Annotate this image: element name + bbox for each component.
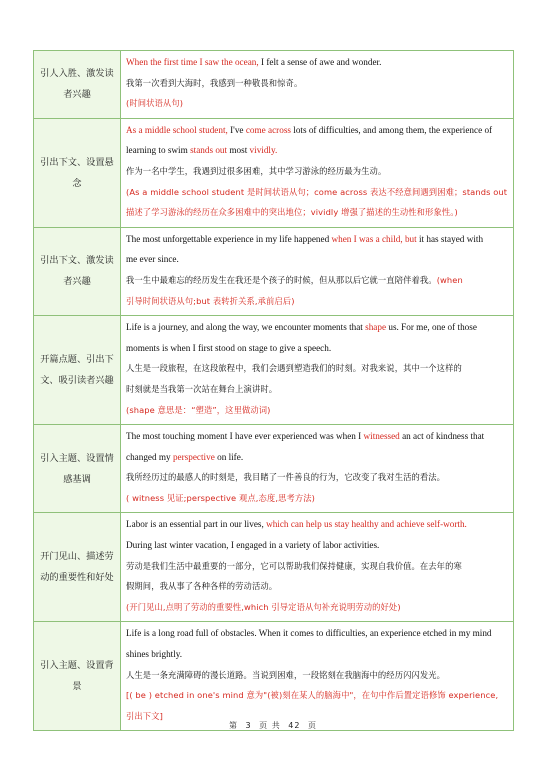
text-segment: Labor is an essential part in our lives, bbox=[126, 519, 267, 530]
row-label-cell bbox=[34, 425, 121, 513]
text-segment: 时刻就是当我第一次站在舞台上演讲时。 bbox=[126, 383, 278, 394]
footer-page-number: 3 bbox=[245, 721, 252, 730]
highlighted-text: when I was a child, but bbox=[331, 233, 417, 244]
text-segment: me ever since. bbox=[126, 254, 179, 265]
text-segment: The most touching moment I have ever experienced was when I bbox=[126, 431, 364, 442]
content-line bbox=[126, 339, 509, 360]
text-segment: an act of kindness that bbox=[399, 431, 485, 442]
text-segment: moments is when I first stood on stage to give a speech. bbox=[126, 342, 332, 353]
table-row bbox=[34, 513, 514, 622]
table-row bbox=[34, 51, 514, 119]
text-segment: lots of difficulties, and among them, the experience of bbox=[290, 124, 493, 135]
content-line bbox=[126, 624, 509, 645]
text-segment: 劳动是我们生活中最重要的一部分，它可以帮助我们保持健康，实现自我价值。在去年的寒 bbox=[126, 560, 462, 571]
table-body bbox=[34, 51, 514, 731]
text-segment: 我第一次看到大海时，我感到一种敬畏和惊奇。 bbox=[126, 77, 303, 88]
highlighted-text: shape bbox=[365, 322, 387, 333]
row-label-cell bbox=[34, 622, 121, 731]
row-label-cell bbox=[34, 51, 121, 119]
highlighted-text: (时间状语从句) bbox=[126, 98, 184, 109]
page-footer bbox=[0, 720, 546, 731]
row-label-cell bbox=[34, 227, 121, 315]
row-content-cell bbox=[121, 316, 514, 425]
row-label: 引出下文、设置悬念 bbox=[40, 156, 114, 189]
table-row bbox=[34, 622, 514, 731]
text-segment: 我所经历过的最感人的时刻是，我目睹了一件善良的行为，它改变了我对生活的看法。 bbox=[126, 472, 446, 483]
highlighted-text: (开门见山,点明了劳动的重要性,which 引导定语从句补充说明劳动的好处) bbox=[126, 601, 401, 612]
content-line bbox=[126, 74, 509, 95]
footer-total-pages: 42 bbox=[288, 721, 301, 730]
text-segment: Life is a long road full of obstacles. When it comes to difficulties, an experience etched in my mind bbox=[126, 628, 492, 639]
highlighted-text: vividly. bbox=[249, 145, 278, 156]
row-content-cell bbox=[121, 513, 514, 622]
text-segment: During last winter vacation, I engaged in a variety of labor activities. bbox=[126, 540, 380, 551]
highlighted-text: (As a middle school student 是时间状语从句；come across 表达不经意间遇到困难；stands out bbox=[126, 186, 508, 197]
highlighted-text: perspective bbox=[172, 451, 215, 462]
highlighted-text: witnessed bbox=[363, 431, 400, 442]
content-line bbox=[126, 468, 509, 489]
row-label: 开篇点题、引出下文、吸引读者兴趣 bbox=[40, 354, 114, 387]
text-segment: 我一生中最难忘的经历发生在我还是个孩子的时候，但从那以后它就一直陪伴着我。 bbox=[126, 274, 437, 285]
content-line bbox=[126, 427, 509, 448]
content-table bbox=[33, 50, 514, 731]
text-segment: 作为一名中学生，我遇到过很多困难，其中学习游泳的经历最为生动。 bbox=[126, 165, 387, 176]
text-segment: it has stayed with bbox=[416, 233, 484, 244]
row-label: 引出下文、激发读者兴趣 bbox=[40, 255, 114, 288]
text-segment: 人生是一段旅程，在这段旅程中，我们会遇到塑造我们的时刻。对我来说，其中一个这样的 bbox=[126, 363, 462, 374]
content-line bbox=[126, 141, 509, 162]
row-label-cell bbox=[34, 316, 121, 425]
table-row bbox=[34, 316, 514, 425]
highlighted-text: [( be ) etched in one's mind 意为"(被)刻在某人的脑海中"，在句中作后置定语修饰 experience, bbox=[126, 690, 499, 701]
text-segment: changed my bbox=[126, 451, 173, 462]
text-segment: 假期间，我从事了各种各样的劳动活动。 bbox=[126, 581, 278, 592]
text-segment: most bbox=[227, 145, 250, 156]
text-segment: on life. bbox=[214, 451, 244, 462]
content-line bbox=[126, 203, 509, 224]
highlighted-text: 引导时间状语从句;but 表转折关系,承前启后) bbox=[126, 295, 295, 306]
content-line bbox=[126, 53, 509, 74]
content-line bbox=[126, 121, 509, 142]
text-segment: I felt a sense of awe and wonder. bbox=[258, 57, 382, 67]
content-line bbox=[126, 162, 509, 183]
row-label: 引入主题、设置背景 bbox=[40, 660, 114, 693]
highlighted-text: which can help us stay healthy and achieve self-worth. bbox=[266, 519, 467, 530]
content-line bbox=[126, 318, 509, 339]
content-line bbox=[126, 515, 509, 536]
row-content-cell bbox=[121, 118, 514, 227]
row-content-cell bbox=[121, 622, 514, 731]
content-line bbox=[126, 94, 509, 115]
content-line bbox=[126, 577, 509, 598]
content-line bbox=[126, 686, 509, 707]
highlighted-text: ( witness 见证;perspective 观点,态度,思考方法) bbox=[126, 492, 315, 503]
content-line bbox=[126, 380, 509, 401]
content-line bbox=[126, 359, 509, 380]
table-row bbox=[34, 118, 514, 227]
content-line bbox=[126, 250, 509, 271]
content-line bbox=[126, 666, 509, 687]
content-line bbox=[126, 489, 509, 510]
row-label: 引入主题、设置情感基调 bbox=[40, 452, 114, 485]
content-line bbox=[126, 645, 509, 666]
text-segment: learning to swim bbox=[126, 145, 191, 156]
row-content-cell bbox=[121, 227, 514, 315]
content-line bbox=[126, 536, 509, 557]
highlighted-text: come across bbox=[245, 124, 291, 135]
highlighted-text: stands out bbox=[190, 145, 228, 156]
footer-mid: 页 共 bbox=[259, 721, 281, 730]
text-segment: 人生是一条充满障碍的漫长道路。当说到困难，一段铭刻在我脑海中的经历闪闪发光。 bbox=[126, 669, 446, 680]
row-label: 引人入胜、激发读者兴趣 bbox=[40, 68, 114, 101]
content-line bbox=[126, 557, 509, 578]
row-label-cell bbox=[34, 513, 121, 622]
footer-suffix: 页 bbox=[308, 721, 317, 730]
content-line bbox=[126, 271, 509, 292]
row-content-cell bbox=[121, 51, 514, 119]
content-line bbox=[126, 401, 509, 422]
content-line bbox=[126, 183, 509, 204]
content-line bbox=[126, 598, 509, 619]
text-segment: Life is a journey, and along the way, we encounter moments that bbox=[126, 322, 366, 333]
text-segment: us. For me, one of those bbox=[386, 322, 477, 333]
footer-prefix: 第 bbox=[228, 721, 238, 730]
row-label-cell bbox=[34, 118, 121, 227]
content-line bbox=[126, 292, 509, 313]
highlighted-text: 引出下文] bbox=[126, 710, 163, 721]
table-row bbox=[34, 227, 514, 315]
row-content-cell bbox=[121, 425, 514, 513]
text-segment: I've bbox=[227, 124, 246, 135]
highlighted-text: 描述了学习游泳的经历在众多困难中的突出地位；vividly 增强了描述的生动性和形象性。) bbox=[126, 207, 458, 218]
highlighted-text: As a middle school student, bbox=[126, 124, 228, 135]
highlighted-text: When the first time I saw the ocean, bbox=[126, 57, 259, 67]
text-segment: The most unforgettable experience in my life happened bbox=[126, 233, 332, 244]
table-row bbox=[34, 425, 514, 513]
text-segment: shines brightly. bbox=[126, 649, 183, 660]
highlighted-text: (shape 意思是：“塑造”，这里做动词) bbox=[126, 404, 271, 415]
highlighted-text: (when bbox=[436, 274, 463, 285]
content-line bbox=[126, 448, 509, 469]
row-label: 开门见山、描述劳动的重要性和好处 bbox=[40, 551, 114, 584]
content-line bbox=[126, 230, 509, 251]
